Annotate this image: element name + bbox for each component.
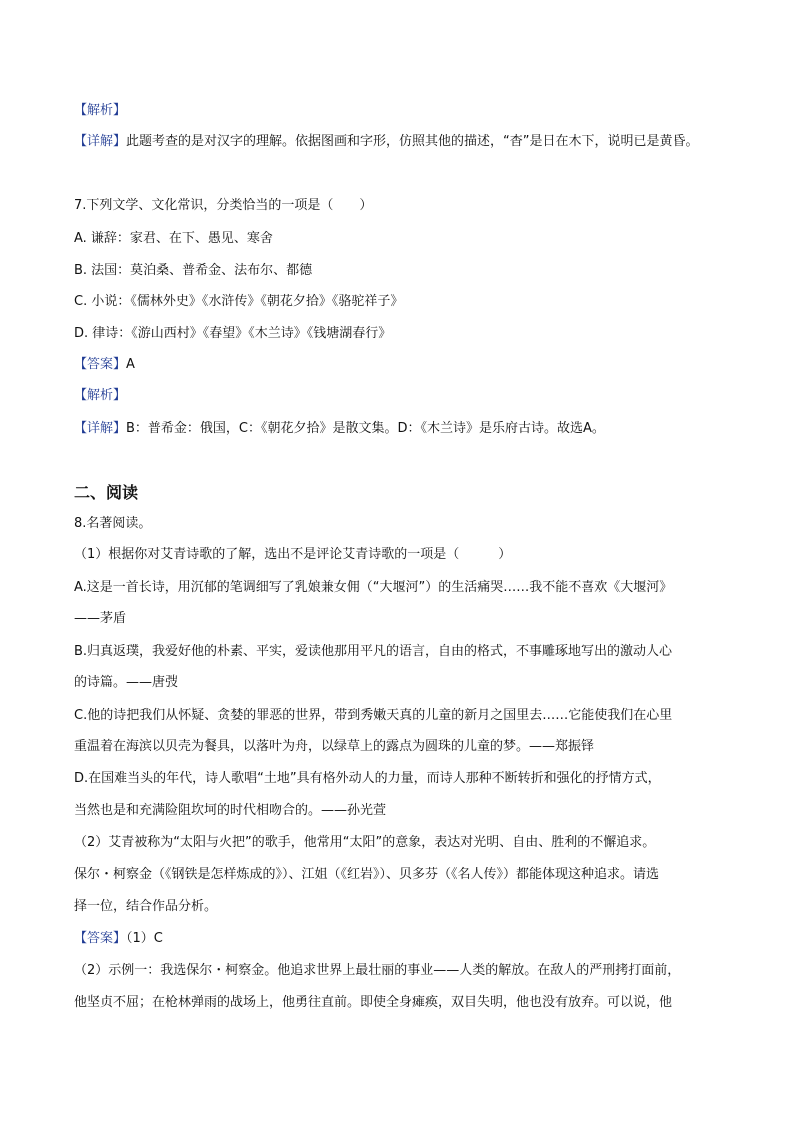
q8-sub1-stem: （1）根据你对艾青诗歌的了解，选出不是评论艾青诗歌的一项是（ ）: [74, 547, 512, 562]
detail-q6: [74, 133, 699, 151]
xiangjie-tag: 【详解】: [74, 134, 127, 149]
detail-q7-text: B：普希金：俄国，C：《朝花夕拾》是散文集。D：《木兰诗》是乐府古诗。故选A。: [126, 421, 605, 436]
q8-option-a-line2: ——茅盾: [74, 611, 127, 626]
q7-option-b: B. 法国：莫泊桑、普希金、法布尔、都德: [74, 263, 313, 278]
q7-option-d: D. 律诗：《游山西村》《春望》《木兰诗》《钱塘湖春行》: [74, 326, 392, 341]
q8-option-c-line2: 重温着在海滨以贝壳为餐具，以落叶为舟，以绿草上的露点为圆珠的儿童的梦。——郑振铎: [74, 739, 595, 754]
q7-option-a: A. 谦辞：家君、在下、愚见、寒舍: [74, 231, 273, 246]
analysis-label-q7: [74, 387, 126, 405]
jiexi-tag: 【解析】: [74, 103, 127, 118]
q7-answer-value: A: [126, 357, 135, 372]
q8-answer2-line1: （2）示例一：我选保尔・柯察金。他追求世界上最壮丽的事业——人类的解放。在敌人的严刑拷打面前，: [74, 963, 681, 978]
q7-stem: 7.下列文学、文化常识，分类恰当的一项是（ ）: [74, 198, 373, 213]
answer-tag: 【答案】: [74, 357, 127, 372]
q7-option-c: C. 小说：《儒林外史》《水浒传》《朝花夕拾》《骆驼祥子》: [74, 294, 404, 309]
q8-sub2-line3: 择一位，结合作品分析。: [74, 899, 218, 914]
analysis-label-q6: [74, 102, 126, 120]
q8-answer-value: （1）C: [126, 931, 163, 946]
q8-option-d-line2: 当然也是和充满险阻坎坷的时代相吻合的。——孙光萱: [74, 803, 387, 818]
q8-answer: [74, 930, 163, 948]
q8-option-b-line2: 的诗篇。——唐弢: [74, 675, 179, 690]
section-heading-reading: 二、阅读: [74, 483, 139, 502]
detail-q7: [74, 420, 605, 438]
q8-stem: 8.名著阅读。: [74, 516, 152, 531]
q8-answer2-line2: 他坚贞不屈；在枪林弹雨的战场上，他勇往直前。即使全身瘫痪，双目失明，他也没有放弃。可以说，他: [74, 995, 673, 1010]
answer-tag: 【答案】: [74, 931, 127, 946]
xiangjie-tag: 【详解】: [74, 421, 127, 436]
q8-option-d-line1: D.在国难当头的年代，诗人歌唱“土地”具有格外动人的力量，而诗人那种不断转折和强化的抒情方式，: [74, 771, 661, 786]
detail-q6-text: 此题考查的是对汉字的理解。依据图画和字形，仿照其他的描述，“杳”是日在木下，说明已是黄昏。: [126, 134, 699, 149]
q8-option-c-line1: C.他的诗把我们从怀疑、贪婪的罪恶的世界，带到秀嫩天真的儿童的新月之国里去……它能使我们在心里: [74, 708, 673, 723]
q8-sub2-line2: 保尔・柯察金（《钢铁是怎样炼成的》）、江姐（《红岩》）、贝多芬（《名人传》）都能体现这种追求。请选: [74, 867, 660, 882]
q8-option-b-line1: B.归真返璞，我爱好他的朴素、平实，爱读他那用平凡的语言，自由的格式，不事雕琢地写出的激动人心: [74, 644, 673, 659]
jiexi-tag: 【解析】: [74, 388, 127, 403]
q8-sub2-line1: （2）艾青被称为“太阳与火把”的歌手，他常用“太阳”的意象，表达对光明、自由、胜利的不懈追求。: [74, 835, 656, 850]
q7-answer: [74, 356, 135, 374]
q8-option-a-line1: A.这是一首长诗，用沉郁的笔调细写了乳娘兼女佣（“大堰河”）的生活痛哭……我不能不喜欢《大堰河》: [74, 580, 673, 595]
